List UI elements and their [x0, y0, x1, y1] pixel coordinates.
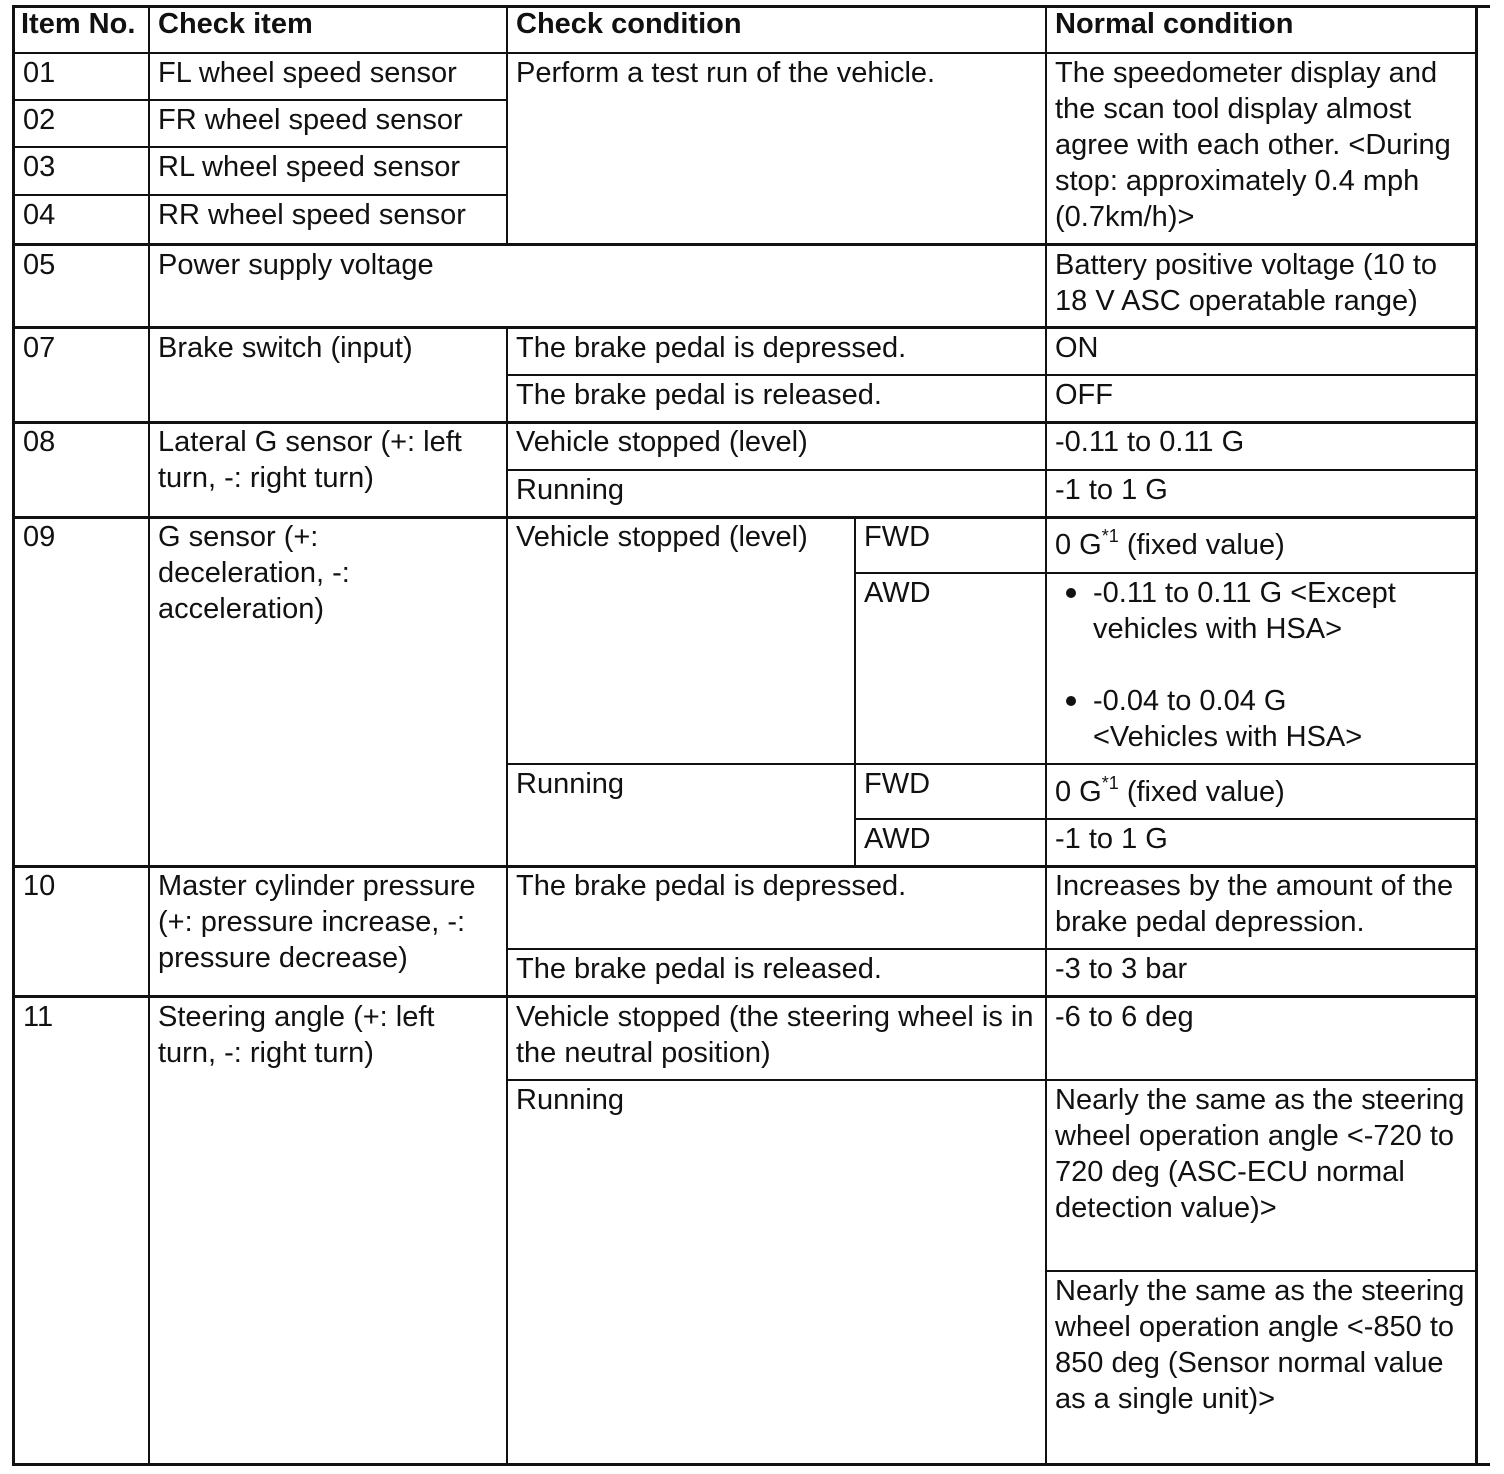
check-item: Lateral G sensor (+: left turn, -: right turn)	[158, 426, 470, 494]
check-condition: Running	[516, 474, 625, 506]
check-item: RL wheel speed sensor	[158, 151, 460, 183]
normal-condition: -0.11 to 0.11 G	[1055, 426, 1245, 458]
header-check-item: Check item	[158, 8, 313, 40]
check-condition: Perform a test run of the vehicle.	[516, 57, 936, 89]
normal-condition: -3 to 3 bar	[1055, 953, 1188, 985]
check-condition: The brake pedal is released.	[516, 953, 882, 985]
normal-value: 0 G	[1055, 529, 1102, 561]
check-condition: The brake pedal is depressed.	[516, 332, 907, 364]
row-divider	[506, 763, 1478, 765]
normal-condition: Nearly the same as the steering wheel operation angle <-720 to 720 deg (ASC-ECU normal detection value)>	[1055, 1084, 1473, 1224]
normal-value-suffix: (fixed value)	[1118, 529, 1285, 561]
header-normal-condition: Normal condition	[1055, 8, 1294, 40]
check-condition: Running	[516, 768, 625, 800]
row-divider	[12, 52, 1478, 54]
item-no: 03	[23, 151, 56, 183]
check-item: Power supply voltage	[158, 249, 434, 281]
item-no: 04	[23, 199, 56, 231]
drive-type: AWD	[864, 577, 931, 609]
check-condition: Vehicle stopped (level)	[516, 426, 808, 458]
drive-type: FWD	[864, 768, 931, 800]
drive-type: FWD	[864, 521, 931, 553]
normal-condition: -1 to 1 G	[1055, 823, 1168, 855]
item-no: 02	[23, 104, 56, 136]
row-divider	[12, 194, 508, 196]
normal-bullet-item: -0.11 to 0.11 G <Except vehicles with HSA>	[1093, 577, 1404, 645]
row-divider	[506, 374, 1478, 376]
row-divider	[506, 469, 1478, 471]
item-no: 01	[23, 57, 56, 89]
normal-value: 0 G	[1055, 776, 1102, 808]
item-no: 10	[23, 870, 56, 902]
row-divider	[12, 146, 508, 148]
bullet-icon	[1066, 696, 1076, 706]
normal-condition: -6 to 6 deg	[1055, 1001, 1194, 1033]
row-divider	[506, 948, 1478, 950]
normal-condition: OFF	[1055, 379, 1113, 411]
header-item-no: Item No.	[21, 8, 136, 40]
check-condition: The brake pedal is depressed.	[516, 870, 907, 902]
normal-condition: Battery positive voltage (10 to 18 V ASC operatable range)	[1055, 249, 1446, 317]
check-condition: Vehicle stopped (level)	[516, 521, 808, 553]
item-no: 08	[23, 426, 56, 458]
check-condition: Vehicle stopped (the steering wheel is in the neutral position)	[516, 1001, 1042, 1069]
row-divider	[12, 995, 1478, 998]
col-divider	[854, 517, 856, 866]
header-check-condition: Check condition	[516, 8, 742, 40]
check-item: Brake switch (input)	[158, 332, 413, 364]
item-no: 07	[23, 332, 56, 364]
footnote-mark: *1	[1101, 773, 1119, 793]
table-border-right	[1475, 5, 1478, 1466]
check-condition: The brake pedal is released.	[516, 379, 882, 411]
normal-condition	[1047, 774, 1475, 813]
normal-bullet-item: -0.04 to 0.04 G <Vehicles with HSA>	[1093, 685, 1363, 753]
normal-condition	[1047, 527, 1475, 566]
normal-condition: -1 to 1 G	[1055, 474, 1168, 506]
item-no: 05	[23, 249, 56, 281]
item-no: 09	[23, 521, 56, 553]
check-item: FL wheel speed sensor	[158, 57, 457, 89]
normal-condition: Nearly the same as the steering wheel operation angle <-850 to 850 deg (Sensor normal value as a single unit)>	[1055, 1275, 1473, 1415]
item-no: 11	[23, 1001, 54, 1033]
bullet-icon	[1066, 588, 1076, 598]
check-item: FR wheel speed sensor	[158, 104, 463, 136]
row-divider	[854, 572, 1478, 574]
drive-type: AWD	[864, 823, 931, 855]
check-item: Master cylinder pressure (+: pressure increase, -: pressure decrease)	[158, 870, 484, 974]
table-border-bottom	[12, 1463, 1490, 1466]
check-item: Steering angle (+: left turn, -: right turn)	[158, 1001, 443, 1069]
row-divider	[506, 1079, 1478, 1081]
check-item: RR wheel speed sensor	[158, 199, 466, 231]
normal-condition: Increases by the amount of the brake pedal depression.	[1055, 870, 1462, 938]
normal-value-suffix: (fixed value)	[1118, 776, 1285, 808]
row-divider	[1045, 1270, 1478, 1272]
normal-condition: The speedometer display and the scan tool display almost agree with each other. <During stop: approximately 0.4 mph (0.7km/h)>	[1055, 57, 1459, 233]
row-divider	[12, 99, 508, 101]
row-divider	[854, 818, 1478, 820]
row-divider	[12, 326, 1478, 329]
row-divider	[12, 243, 1478, 246]
check-condition: Running	[516, 1084, 625, 1116]
footnote-mark: *1	[1101, 526, 1119, 546]
normal-condition: ON	[1055, 332, 1099, 364]
check-item: G sensor (+: deceleration, -: acceleration)	[158, 521, 358, 625]
